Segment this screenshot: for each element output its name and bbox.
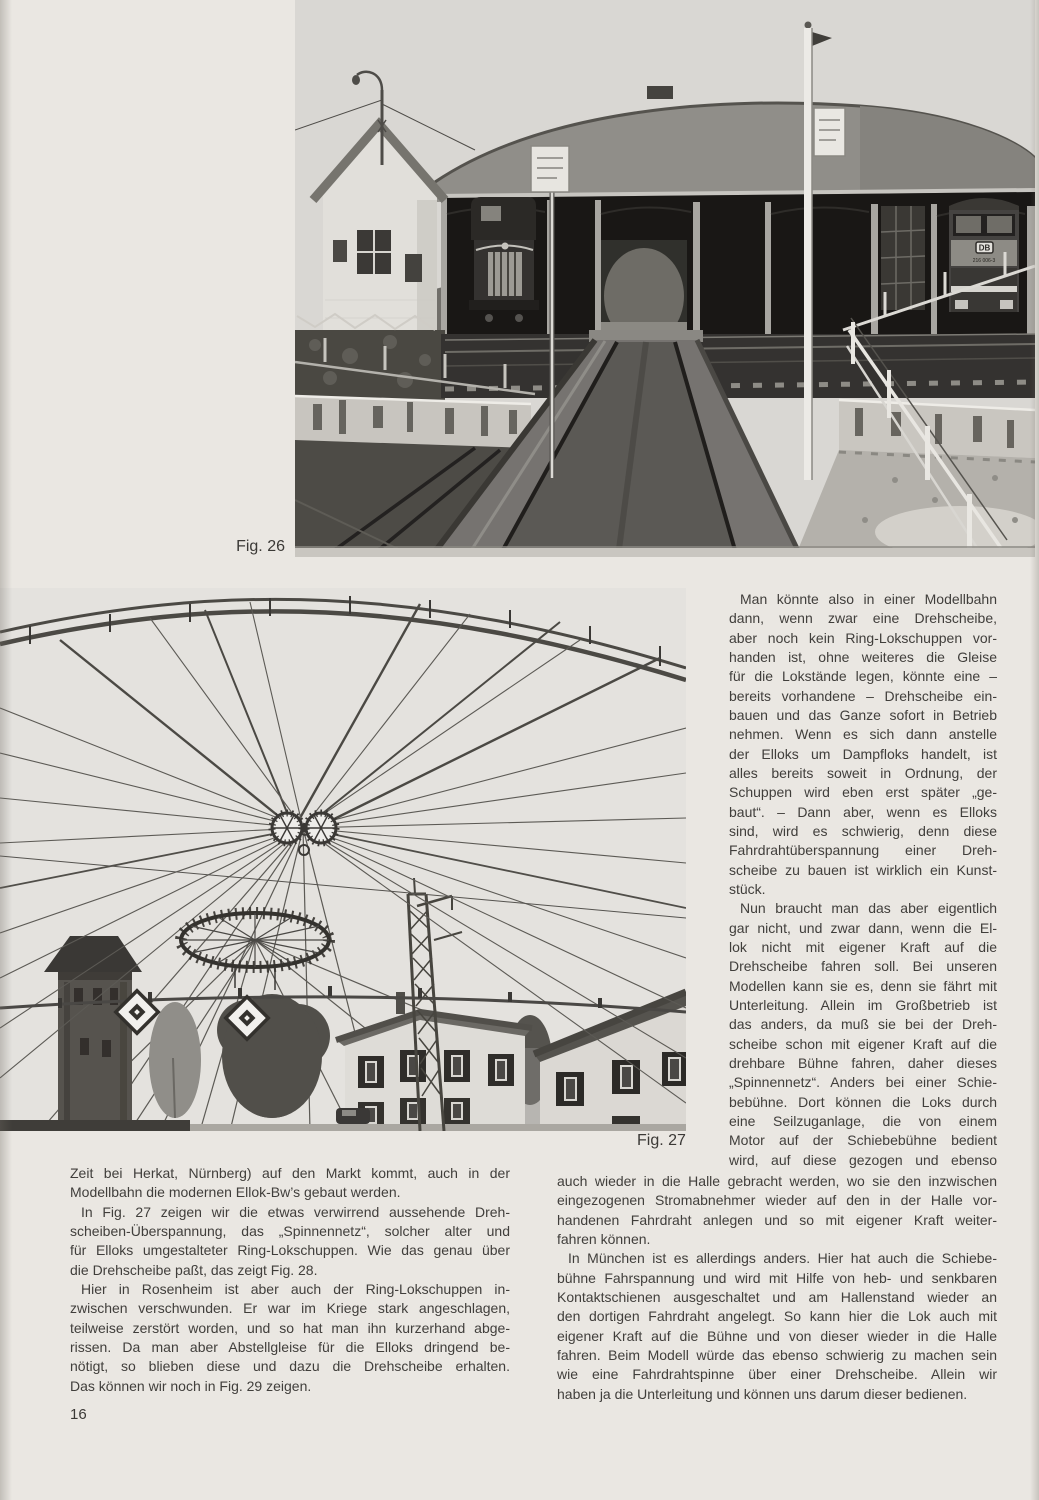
text-line: Modellbahn die modernen Ellok-Bw’s gebaut werden.	[70, 1184, 401, 1201]
text-line: Unterleitung. Allein im Großbetrieb ist	[729, 996, 997, 1013]
text-line: baut“. – Dann aber, wenn es Elloks	[729, 803, 997, 820]
text-line: Motor auf der Schiebebühne bedient	[729, 1132, 997, 1149]
text-line: zwischen verschwunden. Er war im Kriege stark angeschlagen,	[70, 1300, 510, 1317]
text-line: Fahrdrahtüberspannung einer Dreh-	[729, 842, 997, 859]
text-line: drehbare Bühne fahren, daher dieses	[729, 1054, 997, 1071]
text-line: lok nicht mit eigener Kraft auf die	[729, 938, 997, 955]
text-line: rissen. Da man aber Abstellgleise für die Elloks dringend be-	[70, 1338, 510, 1355]
text-line: gar nicht, und zwar dann, wenn die El-	[729, 919, 997, 936]
text-line: aber noch kein Ring-Lokschuppen vor-	[729, 629, 997, 646]
figure-26-caption: Fig. 26	[236, 538, 285, 555]
db-diesel-locomotive	[949, 198, 1019, 312]
text-line: eine Seilzuganlage, die von einem	[729, 1112, 997, 1129]
text-line: „Spinnennetz“. Anders bei einer Schie-	[729, 1074, 997, 1091]
figure-27-photo	[0, 588, 686, 1131]
text-line: eingezogenen Stromabnehmer wieder auf den in der Halle vor-	[557, 1192, 997, 1209]
shunter-locomotive	[469, 197, 539, 330]
text-column-bottom-left	[70, 1164, 510, 1396]
text-line: der Elloks um Dampfloks handelt, ist	[729, 745, 997, 762]
text-line: In Fig. 27 zeigen wir die etwas verwirrend aussehende Dreh-	[81, 1203, 510, 1220]
text-line: scheibe schon mit eigener Kraft auf die	[729, 1035, 997, 1052]
text-line: fahren können.	[557, 1230, 651, 1247]
text-line: eigener Kraft auf die Bühne und von dieser wieder in die Halle	[557, 1327, 997, 1344]
text-line: für Elloks umgestalteter Ring-Lokschuppen. Wie das genau über	[70, 1242, 510, 1259]
text-line: den dortigen Fahrdraht angelegt. So kann hier die Lok auch mit	[557, 1308, 997, 1325]
text-line: auch wieder in die Halle gebracht werden, wo sie den inzwischen	[557, 1173, 997, 1189]
figure-27-image	[0, 588, 686, 1131]
text-line: scheiben-Überspannung, das „Spinnennetz“, solcher alter und	[70, 1222, 510, 1239]
text-line: Zeit bei Herkat, Nürnberg) auf den Markt kommt, auch in der	[70, 1165, 510, 1181]
figure-26-photo	[295, 0, 1035, 557]
text-line: Man könnte also in einer Modellbahn	[740, 591, 997, 607]
figure-27-caption: Fig. 27	[637, 1132, 686, 1149]
text-line: Nun braucht man das aber eigentlich	[740, 900, 997, 917]
text-line: Kontaktschienen ausgeschaltet und am Hallenstand wieder an	[557, 1288, 997, 1305]
text-line: bauen und das Ganze sofort in Betrieb	[729, 706, 997, 723]
text-line: handenen Fahrdraht anlegen und so mit eigener Kraft weiter-	[557, 1211, 997, 1228]
text-line: stück.	[729, 880, 766, 897]
text-line: bebühne. Dort können die Loks durch	[729, 1093, 997, 1110]
text-line: wird, auf diese gezogen und ebenso	[729, 1151, 997, 1168]
text-line: haben ja die Unterleitung und können uns darum dieser bedienen.	[557, 1385, 968, 1402]
loco-number: 216 006-3	[972, 258, 996, 264]
text-line: die Drehscheibe paßt, das zeigt Fig. 28.	[70, 1261, 318, 1278]
text-line: fahren. Beim Modell würde das ebenso schwierig zu machen sein	[557, 1346, 997, 1363]
radial-tracks	[441, 334, 1035, 398]
text-line: Schuppen wird eben erst später „ge-	[729, 784, 997, 801]
page-number: 16	[70, 1406, 87, 1423]
text-line: handen ist, ohne weiteres die Gleise	[729, 648, 997, 665]
text-column-bottom-right	[557, 1172, 997, 1404]
text-line: das anders, da muß sie bei der Dreh-	[729, 1016, 997, 1033]
db-logo: DB	[978, 243, 991, 253]
text-line: sind, wird es schwierig, denn diese	[729, 822, 997, 839]
text-line: bühne Fahrspannung und wird mit Hilfe von heb- und senkbaren	[557, 1269, 997, 1286]
text-line: Das können wir noch in Fig. 29 zeigen.	[70, 1377, 312, 1394]
text-line: Drehscheibe fahren soll. Bei unseren	[729, 958, 997, 975]
text-line: In München ist es allerdings anders. Hier hat auch die Schiebe-	[568, 1250, 997, 1267]
water-tower	[44, 936, 142, 1131]
text-line: wie eine Fahrdrahtspinne über einer Drehscheibe. Allein wir	[557, 1366, 997, 1383]
text-line: Modellen kann sie es, denn sie fährt mit	[729, 977, 997, 994]
text-line: alles bereits soweit in Ordnung, der	[729, 764, 997, 781]
text-line: teilweise zerstört worden, und so hat man ihn kurzerhand abge-	[70, 1319, 510, 1336]
text-line: Hier in Rosenheim ist aber auch der Ring-Lokschuppen in-	[81, 1280, 510, 1297]
text-column-right	[729, 590, 997, 1170]
figure-26-image	[295, 0, 1035, 557]
text-line: scheibe zu bauen ist wirklich ein Kunst-	[729, 861, 997, 878]
text-line: dann, wenn zwar eine Drehscheibe,	[729, 610, 997, 627]
text-line: nötigt, so blieben diese und dazu die Drehscheibe erhalten.	[70, 1358, 510, 1375]
text-line: für die Lokstände legen, könnte eine –	[729, 668, 997, 685]
text-line: nehmen. Wenn es sich dann anstelle	[729, 726, 997, 743]
text-line: bereits vorhandene – Drehscheibe ein-	[729, 687, 997, 704]
